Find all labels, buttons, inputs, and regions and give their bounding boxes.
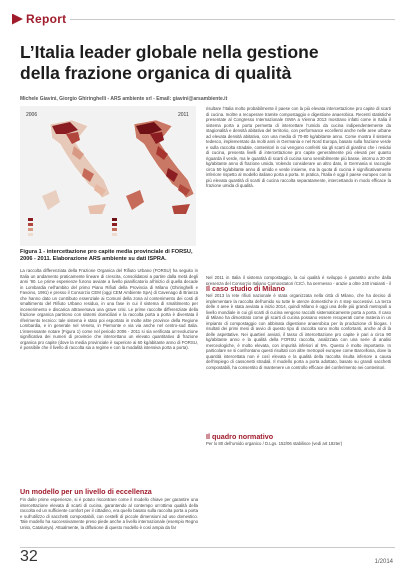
right-paragraph-1: risultare l’Italia molto probabilmente il paese con la più elevata intercettazione pro capite di scarti di cucina. Inoltre a recuperare tramite compostaggio e digestione anaerobica. Recenti statistiche presentate al Congresso Internazionale ISWA a Vienna 2013 mostrano infatti come in Italia il sistema porta a porta permetta di intercettare l’umido da cucina indipendentemente da stagionalità e densità abitativa del territorio, con performance eccellenti anche nelle aree urbane ad elevata densità abitativa, con una media di 70-80 kg/abitante anno. Come mostra il sistema tedesco, implementato da molti anni in Germania e nel Nord Europa, basato sulla frazione verde e sulla raccolta stradale, contenitori in cui vengono conferiti sia gli scarti di giardino che i residui di cucina, presenta livelli di intercettazione pro capite generalmente più elevati per quanto riguarda il verde, ma le quantità di scarti di cucina sono sensibilmente più basse, intorno a 20-30 kg/abitante anno di frazione umida. Volendo considerare un altro dato, in Germania si raccoglie circa 50 kg/abitante anno di umido e verde insieme, ma la quota di cucina è significativamente inferiore rispetto al modello italiano porta a porta. In pratica, l’Italia è oggi il paese europeo con la più elevata quantità di scarti di cucina raccolta separatamente, intercettando in modo efficace la frazione umida di qualità. [206, 106, 391, 188]
subhead-milano: Il caso studio di Milano [206, 284, 286, 293]
subhead-model: Un modello per un livello di eccellenza [20, 487, 152, 496]
section-arrow-icon [12, 14, 23, 25]
map-legend-right [112, 218, 117, 236]
left-column-model [20, 497, 198, 553]
figure-caption: Figura 1 - intercettazione pro capite media provinciale di FORSU, 2006 - 2011. Elaborazione ARS ambiente su dati ISPRA. [20, 249, 193, 262]
norme-paragraph: Per lo 80 dell’umido organico / D.Lgs. 152/06 stabilisce (vedi art 182ter) [206, 441, 343, 446]
milano-paragraph: Nel 2013 la rete rifiuti nazionale è stata organizzata nella città di Milano, che ha deciso di implementare la raccolta dell’umido su tutte le utenze domestiche in 4 step successivi. La terza delle 4 aree è stata avviata a inizio 2014, quindi Milano è oggi una delle più grandi metropoli a livello mondiale in cui gli scarti di cucina vengono raccolti sistematicamente porta a porta. Il caso di Milano ha dimostrato come gli scarti di cucina possano essere recuperati come materia in un impianto di compostaggio con abbinata digestione anaerobica per la produzione di biogas. I risultati dei primi mesi di avvio di questo tipo di raccolta sono molto confortanti, anche al di là delle aspettative. Nei quartieri avviati, il tasso di intercettazione pro capite è pari a circa 90 kg/abitante anno e la qualità della FORSU raccolta, analizzata con una serie di analisi merceologiche, è molto elevata, con impurità inferiori al 5%. Questo è molto importante. In particolare se si confrontano questi risultati con altre metropoli europee come Barcellona, dove la quantità intercettata non è così elevata e la qualità della raccolta risulta inferiore a causa dell’impiego di cassonetti stradali. Il modello porta a porta adottato, basato su grandi sacchetti compostabili, ha consentito di mantenere un controllo efficace del conferimento nei contenitori. [206, 293, 391, 370]
footer-rule [20, 547, 395, 548]
title-line-1: L’Italia leader globale nella gestione [20, 42, 319, 62]
intro-paragraph: La raccolta differenziata della Frazione Organica del Rifiuto Urbano (FORSU) ha seguito in Italia un andamento praticamente lineare di crescita, consolidatosi a partire dalla metà degli anni ’90. Le prime esperienze furono avviate a livello pianificatorio all’inizio di quella decade in Lombardia nell’ambito del primo Piano Rifiuti della Provincia di Milano (Ghiringhelli e Favoino, 1991) e presso il Consorzio CEM (oggi CEM Ambiente SpA) di Cavenago di Brianza che hanno dato un contributo essenziale ai Comuni della zona al contenimento dei costi di smaltimento del Rifiuto Urbano residuo, in una fase in cui il sistema di smaltimento per incenerimento e discarica attraversava una grave crisi. Le prime raccolte differenziate della frazione organica partirono con sistemi domiciliari e la raccolta porta a porta è diventata il riferimento tecnico: tale sistema è stato poi esportato in molte altre province della Regione Lombardia, e in generale nel Veneto, in Piemonte e via via anche nel centro-sud Italia. L’interessante notare (Figura 1) come nel periodo 2006 - 2011 si sia verificata un’evoluzione significativa dei numeri di provincie che intercettano un elevato quantitativo di frazione organica pro capite (dove la media provinciale è superiore ai 60 kg/abitante anno di FORSU, è possibile che il livello di raccolta sia a regime e con la modalità intensiva porta a porta). [20, 268, 198, 350]
right-column-milano [206, 293, 391, 431]
figure-maps [20, 106, 196, 246]
header-rule [70, 19, 395, 20]
map-legend-left [28, 218, 33, 236]
subhead-norme: Il quadro normativo [206, 432, 274, 441]
map-2011 [126, 120, 194, 214]
year-label-2006: 2006 [26, 112, 38, 118]
title-line-2: della frazione organica di qualità [20, 63, 292, 83]
page-number: 32 [20, 548, 38, 565]
map-2006 [42, 120, 110, 214]
article-title [20, 42, 390, 84]
right-paragraph-2: Nel 2011 in Italia il sistema compostaggio, la cui qualità è sviluppo è garantito anche dalla presenza del Consorzio Italiano Compostatori (CIC), ha permesso - grazie a oltre 240 impianti - il [206, 275, 391, 285]
italy-maps-image [20, 106, 196, 246]
section-label: Report [26, 12, 67, 26]
article-authors: Michele Giavini, Giorgio Ghiringhelli - ARS ambiente srl - Email: giavini@arsambiente.it [20, 96, 228, 102]
issue-number: 1/2014 [374, 559, 393, 565]
right-column-top [206, 106, 391, 274]
model-paragraph: Fin dalle prime esperienze, si è potuto riscontrare come il modello chiave per garantire una intercettazione elevata di scarti di cucina, garantendo al contempo un’ottima qualità della raccolta ed un sufficiente comfort per il cittadino, era quello basato sulla raccolta porta a porta e sull’utilizzo di sacchetti compostabili, con cestelli di piccole dimensioni ad uso domestico. Tale modello ha successivamente preso piede anche a livello internazionale (esempio Regno Unito, Catalunya). Attualmente, la diffusione di questo modello è così ampia da far [20, 497, 198, 530]
left-column-intro [20, 268, 198, 478]
year-label-2011: 2011 [178, 112, 189, 118]
section-tag [12, 12, 66, 26]
right-column-norme [206, 441, 391, 449]
